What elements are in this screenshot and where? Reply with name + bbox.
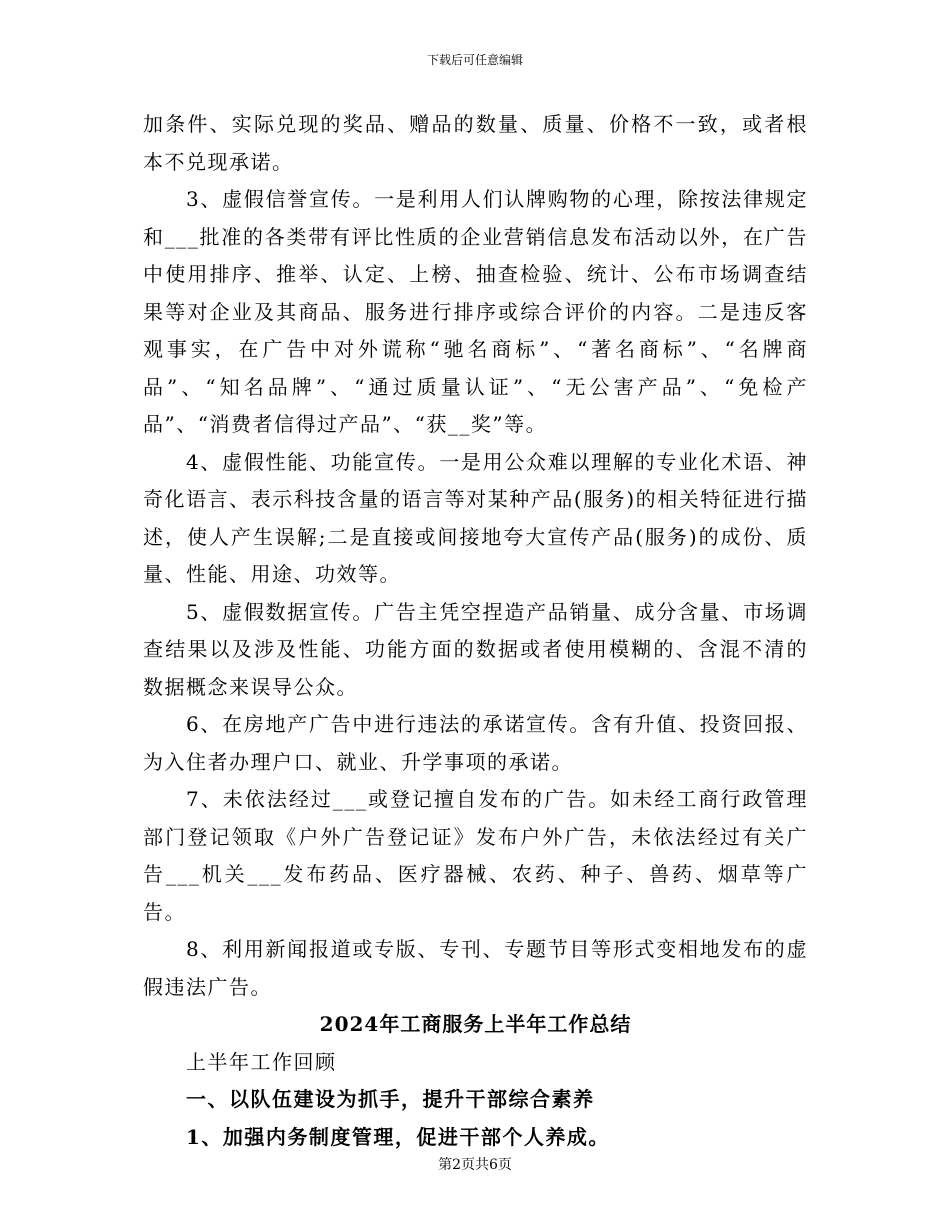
document-body	[143, 106, 808, 1156]
section-heading-1: 一、以队伍建设为抓手，提升干部综合素养	[186, 1087, 595, 1111]
page-number: 第2页共6页	[438, 1157, 512, 1173]
paragraph-item-7: 7、未依法经过___或登记擅自发布的广告。如未经工商行政管理部门登记领取《户外广告登记证》发布户外广告，未依法经过有关广告___机关___发布药品、医疗器械、农药、种子、兽药、烟草等广告。	[143, 787, 808, 924]
section-heading-2: 1、加强内务制度管理，促进干部个人养成。	[186, 1124, 610, 1149]
section-title: 2024年工商服务上半年工作总结	[319, 1012, 632, 1036]
paragraph-item-6: 6、在房地产广告中进行违法的承诺宣传。含有升值、投资回报、为入住者办理户口、就业、升学事项的承诺。	[143, 712, 808, 774]
paragraph-item-8: 8、利用新闻报道或专版、专刊、专题节目等形式变相地发布的虚假违法广告。	[143, 937, 808, 999]
paragraph-continuation: 加条件、实际兑现的奖品、赠品的数量、质量、价格不一致，或者根本不兑现承诺。	[143, 112, 808, 174]
paragraph-item-5: 5、虚假数据宣传。广告主凭空捏造产品销量、成分含量、市场调查结果以及涉及性能、功能方面的数据或者使用模糊的、含混不清的数据概念来误导公众。	[143, 599, 808, 699]
paragraph-item-3: 3、虚假信誉宣传。一是利用人们认牌购物的心理，除按法律规定和___批准的各类带有评比性质的企业营销信息发布活动以外，在广告中使用排序、推举、认定、上榜、抽查检验、统计、公布市场调查结果等对企业及其商品、服务进行排序或综合评价的内容。二是违反客观事实，在广告中对外谎称“驰名商标”、“著名商标”、“名牌商品”、“知名品牌”、“通过质量认证”、“无公害产品”、“免检产品”、“消费者信得过产品”、“获__奖”等。	[143, 187, 808, 436]
paragraph-item-4: 4、虚假性能、功能宣传。一是用公众难以理解的专业化术语、神奇化语言、表示科技含量的语言等对某种产品(服务)的相关特征进行描述，使人产生误解;二是直接或间接地夸大宣传产品(服务)的成份、质量、性能、用途、功效等。	[143, 449, 808, 586]
section-intro: 上半年工作回顾	[186, 1049, 337, 1074]
page-header: 下载后可任意编辑	[426, 53, 523, 67]
